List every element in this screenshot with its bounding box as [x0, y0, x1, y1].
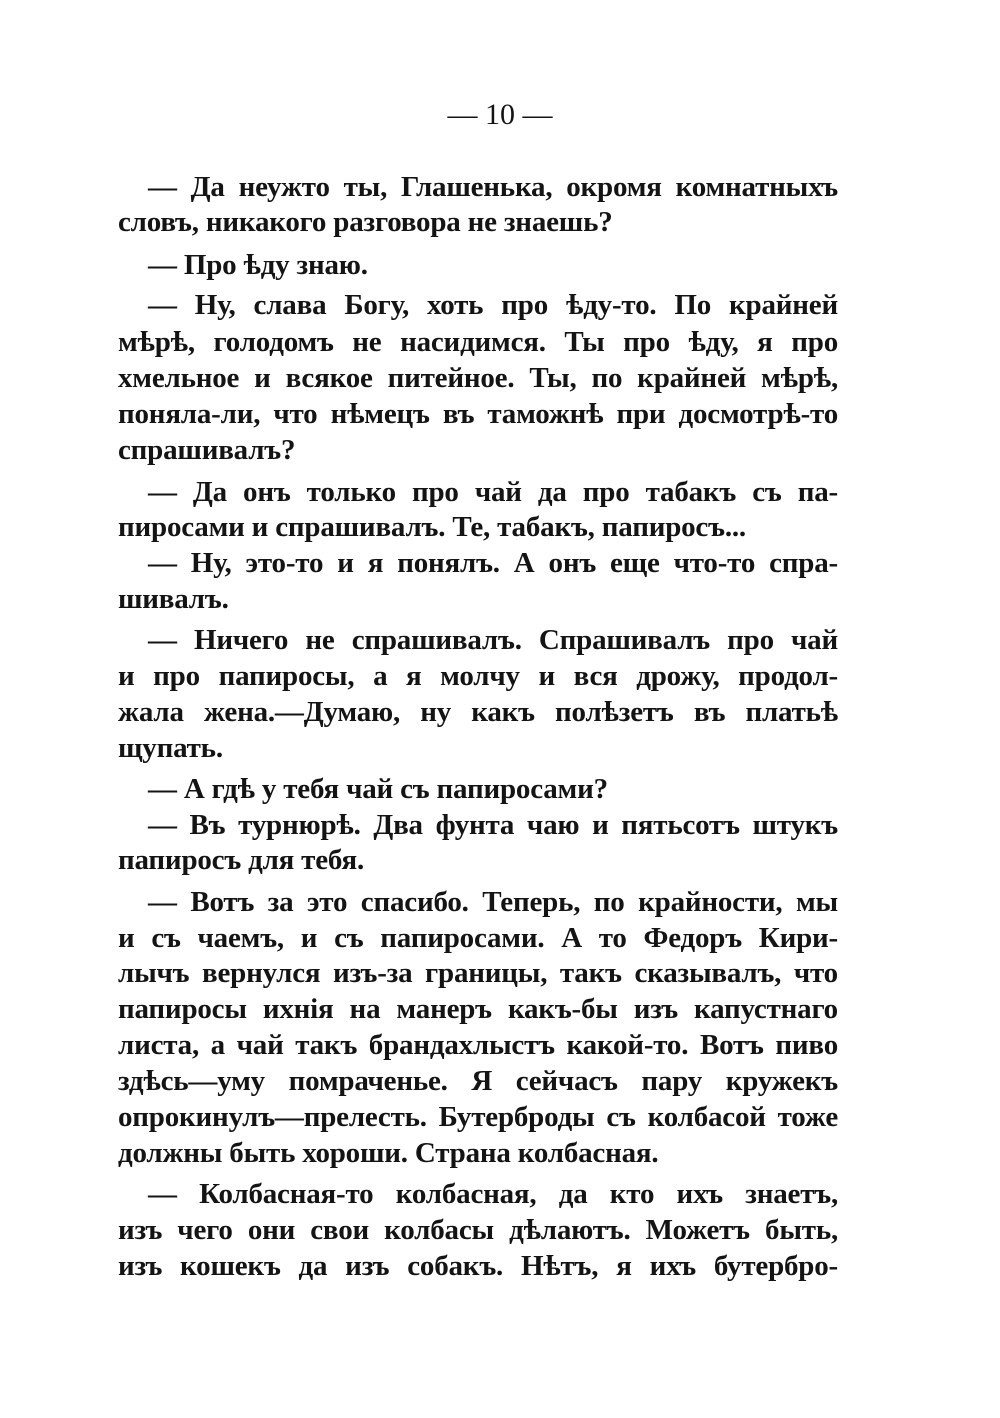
text-line: пиросами и спрашивалъ. Те, табакъ, папиросъ... — [118, 511, 746, 543]
text-line: — Колбасная-то колбасная, да кто ихъ знаетъ, — [148, 1178, 838, 1210]
text-line: — Ну, это-то и я понялъ. А онъ еще что-то спра- — [148, 547, 838, 579]
text-line: жала жена.—Думаю, ну какъ полѣзетъ въ платьѣ — [118, 696, 838, 728]
text-line: лычъ вернулся изъ-за границы, такъ сказывалъ, что — [118, 957, 838, 989]
text-line: — Вотъ за это спасибо. Теперь, по крайности, мы — [148, 886, 838, 918]
text-line: папиросъ для тебя. — [118, 844, 365, 876]
text-line: здѣсь—уму помраченье. Я сейчасъ пару кружекъ — [118, 1065, 838, 1097]
text-line: и про папиросы, а я молчу и вся дрожу, продол- — [118, 660, 838, 692]
text-line: листа, а чай такъ брандахлыстъ какой-то. Вотъ пиво — [118, 1029, 838, 1061]
text-line: — Про ѣду знаю. — [148, 249, 368, 281]
text-line: — А гдѣ у тебя чай съ папиросами? — [148, 773, 608, 805]
text-line: спрашивалъ? — [118, 434, 296, 466]
text-line: папиросы ихнія на манеръ какъ-бы изъ капустнаго — [118, 993, 838, 1025]
text-line: — Да неужто ты, Глашенька, окромя комнатныхъ — [148, 171, 838, 203]
text-line: поняла-ли, что нѣмецъ въ таможнѣ при досмотрѣ-то — [118, 398, 838, 430]
text-line: изъ кошекъ да изъ собакъ. Нѣтъ, я ихъ бутербро- — [118, 1250, 838, 1282]
text-line: опрокинулъ—прелесть. Бутерброды съ колбасой тоже — [118, 1101, 838, 1133]
text-line: шивалъ. — [118, 583, 229, 615]
text-line: должны быть хороши. Страна колбасная. — [118, 1137, 659, 1169]
text-line: — Ну, слава Богу, хоть про ѣду-то. По крайней — [148, 289, 838, 321]
text-line: — Въ турнюрѣ. Два фунта чаю и пятьсотъ штукъ — [148, 809, 838, 841]
text-line: изъ чего они свои колбасы дѣлаютъ. Можетъ быть, — [118, 1214, 838, 1246]
text-line: словъ, никакого разговора не знаешь? — [118, 206, 613, 238]
text-line: и съ чаемъ, и съ папиросами. А то Федоръ Кири- — [118, 922, 838, 954]
text-line: мѣрѣ, голодомъ не насидимся. Ты про ѣду, я про — [118, 326, 838, 358]
page-number: — 10 — — [447, 98, 553, 131]
text-line: — Ничего не спрашивалъ. Спрашивалъ про чай — [148, 624, 838, 656]
text-line: щупать. — [118, 732, 223, 764]
text-line: — Да онъ только про чай да про табакъ съ па- — [148, 476, 838, 508]
text-line: хмельное и всякое питейное. Ты, по крайней мѣрѣ, — [118, 362, 838, 394]
